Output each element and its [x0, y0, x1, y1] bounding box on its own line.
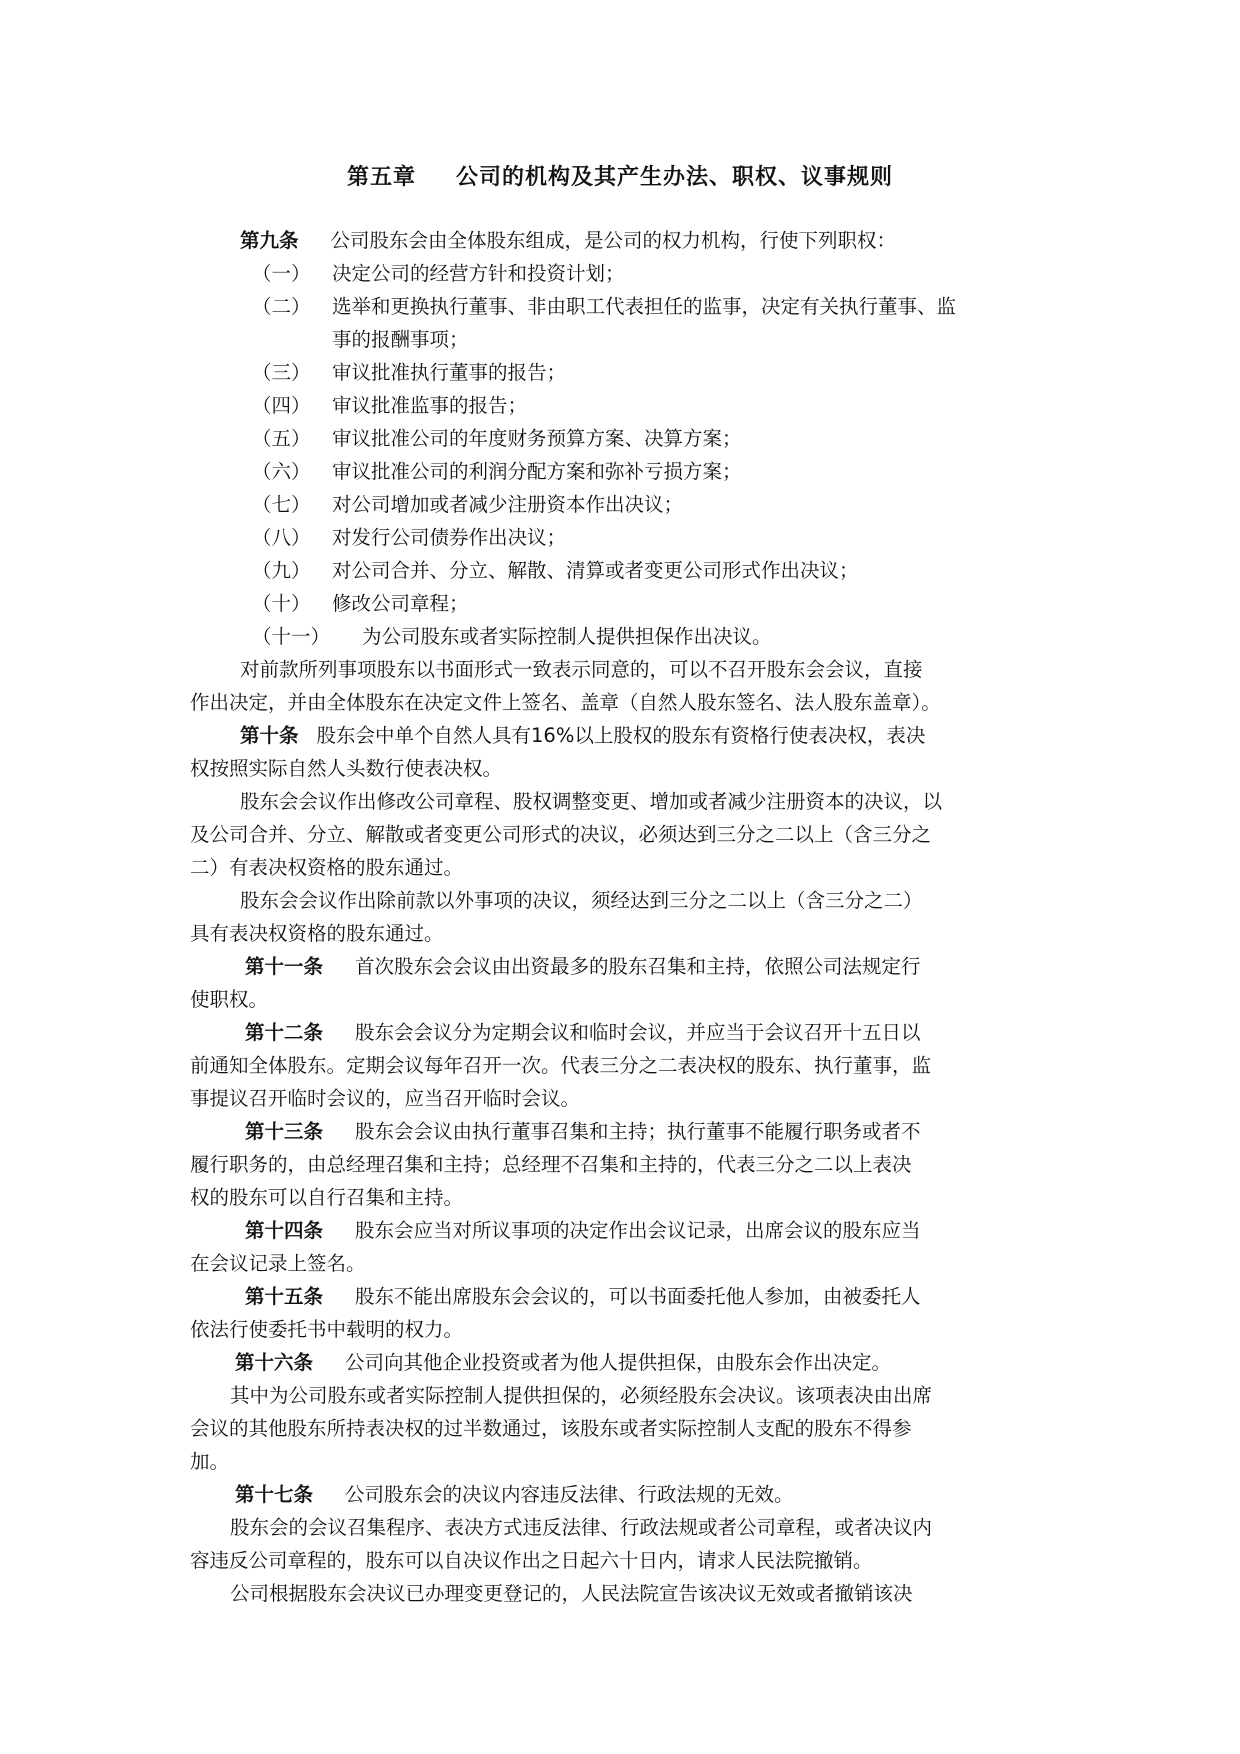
item-text: 决定公司的经营方针和投资计划； [332, 262, 625, 285]
article-11-line-1 [190, 950, 1060, 983]
paragraph-line: 加。 [190, 1450, 230, 1473]
paragraph-line: 其中为公司股东或者实际控制人提供担保的，必须经股东会决议。该项表决由出席 [230, 1384, 933, 1407]
paragraph-line: 及公司合并、分立、解散或者变更公司形式的决议，必须达到三分之二以上（含三分之 [190, 823, 932, 846]
item-text: 修改公司章程； [332, 592, 469, 615]
article-14-label: 第十四条 [245, 1219, 324, 1242]
item-number: （一） [252, 262, 311, 285]
article-text: 公司向其他企业投资或者为他人提供担保，由股东会作出决定。 [345, 1351, 892, 1374]
paragraph-line: 在会议记录上签名。 [190, 1252, 366, 1275]
paragraph-line: 使职权。 [190, 988, 269, 1011]
item-number: （六） [252, 460, 311, 483]
paragraph-line: 权按照实际自然人头数行使表决权。 [190, 757, 503, 780]
article-text: 公司股东会的决议内容违反法律、行政法规的无效。 [345, 1483, 794, 1506]
item-text: 审议批准公司的年度财务预算方案、决算方案； [332, 427, 742, 450]
item-number: （七） [252, 493, 311, 516]
article-9-label: 第九条 [240, 229, 299, 252]
article-12-label: 第十二条 [245, 1021, 324, 1044]
article-text: 股东会中单个自然人具有16%以上股权的股东有资格行使表决权，表决 [316, 724, 926, 747]
item-number: （二） [252, 295, 311, 318]
article-10-label: 第十条 [240, 724, 299, 747]
list-item-continuation [190, 323, 1060, 356]
paragraph-line: 会议的其他股东所持表决权的过半数通过，该股东或者实际控制人支配的股东不得参 [190, 1417, 912, 1440]
paragraph-line: 具有表决权资格的股东通过。 [190, 922, 444, 945]
article-12-line-1 [190, 1016, 1060, 1049]
item-text: 为公司股东或者实际控制人提供担保作出决议。 [362, 625, 772, 648]
article-15-line-1 [190, 1280, 1060, 1313]
paragraph-line: 对前款所列事项股东以书面形式一致表示同意的，可以不召开股东会会议，直接 [240, 658, 923, 681]
article-16-line-1 [190, 1346, 1060, 1379]
chapter-number: 第五章 [346, 165, 416, 190]
list-item [190, 587, 1060, 620]
article-17-label: 第十七条 [235, 1483, 314, 1506]
item-text: 审议批准监事的报告； [332, 394, 528, 417]
article-9-line-1 [190, 224, 1060, 257]
list-item [190, 620, 1060, 653]
article-10-line-1 [190, 719, 1060, 752]
paragraph-line: 作出决定，并由全体股东在决定文件上签名、盖章（自然人股东签名、法人股东盖章）。 [190, 691, 941, 714]
article-15-label: 第十五条 [245, 1285, 324, 1308]
article-text: 首次股东会会议由出资最多的股东召集和主持，依照公司法规定行 [355, 955, 921, 978]
paragraph-line: 二）有表决权资格的股东通过。 [190, 856, 464, 879]
item-text: 审议批准公司的利润分配方案和弥补亏损方案； [332, 460, 742, 483]
item-text: 选举和更换执行董事、非由职工代表担任的监事，决定有关执行董事、监 [332, 295, 957, 318]
list-item [190, 554, 1060, 587]
item-text: 事的报酬事项； [332, 328, 469, 351]
article-9-intro: 公司股东会由全体股东组成，是公司的权力机构，行使下列职权： [330, 229, 897, 252]
article-text: 股东会会议分为定期会议和临时会议，并应当于会议召开十五日以 [355, 1021, 921, 1044]
list-item [190, 356, 1060, 389]
item-number: （九） [252, 559, 311, 582]
paragraph-line: 股东会会议作出除前款以外事项的决议，须经达到三分之二以上（含三分之二） [240, 889, 923, 912]
item-number: （十） [252, 592, 311, 615]
paragraph-line: 前通知全体股东。定期会议每年召开一次。代表三分之二表决权的股东、执行董事，监 [190, 1054, 932, 1077]
list-item [190, 455, 1060, 488]
item-number: （十一） [252, 625, 331, 648]
article-17-line-1 [190, 1478, 1060, 1511]
chapter-heading [0, 160, 1240, 191]
list-item [190, 257, 1060, 290]
item-number: （五） [252, 427, 311, 450]
paragraph-line: 履行职务的，由总经理召集和主持；总经理不召集和主持的，代表三分之二以上表决 [190, 1153, 912, 1176]
item-number: （四） [252, 394, 311, 417]
article-11-label: 第十一条 [245, 955, 324, 978]
item-number: （三） [252, 361, 311, 384]
list-item [190, 488, 1060, 521]
chapter-title: 公司的机构及其产生办法、职权、议事规则 [456, 165, 894, 190]
item-text: 审议批准执行董事的报告； [332, 361, 567, 384]
list-item [190, 422, 1060, 455]
item-text: 对发行公司债券作出决议； [332, 526, 567, 549]
article-13-line-1 [190, 1115, 1060, 1148]
paragraph-line: 公司根据股东会决议已办理变更登记的，人民法院宣告该决议无效或者撤销该决 [230, 1582, 913, 1605]
paragraph-line: 股东会的会议召集程序、表决方式违反法律、行政法规或者公司章程，或者决议内 [230, 1516, 933, 1539]
item-number: （八） [252, 526, 311, 549]
article-text: 股东会应当对所议事项的决定作出会议记录，出席会议的股东应当 [355, 1219, 921, 1242]
article-16-label: 第十六条 [235, 1351, 314, 1374]
paragraph-line: 事提议召开临时会议的，应当召开临时会议。 [190, 1087, 581, 1110]
paragraph-line: 依法行使委托书中载明的权力。 [190, 1318, 464, 1341]
paragraph-line: 权的股东可以自行召集和主持。 [190, 1186, 464, 1209]
paragraph-line: 容违反公司章程的，股东可以自决议作出之日起六十日内，请求人民法院撤销。 [190, 1549, 873, 1572]
article-text: 股东不能出席股东会会议的，可以书面委托他人参加，由被委托人 [355, 1285, 921, 1308]
list-item [190, 521, 1060, 554]
list-item [190, 389, 1060, 422]
document-body [190, 224, 1060, 1610]
item-text: 对公司合并、分立、解散、清算或者变更公司形式作出决议； [332, 559, 859, 582]
item-text: 对公司增加或者减少注册资本作出决议； [332, 493, 684, 516]
article-13-label: 第十三条 [245, 1120, 324, 1143]
paragraph-line: 股东会会议作出修改公司章程、股权调整变更、增加或者减少注册资本的决议，以 [240, 790, 943, 813]
article-text: 股东会会议由执行董事召集和主持；执行董事不能履行职务或者不 [355, 1120, 921, 1143]
list-item [190, 290, 1060, 323]
article-14-line-1 [190, 1214, 1060, 1247]
